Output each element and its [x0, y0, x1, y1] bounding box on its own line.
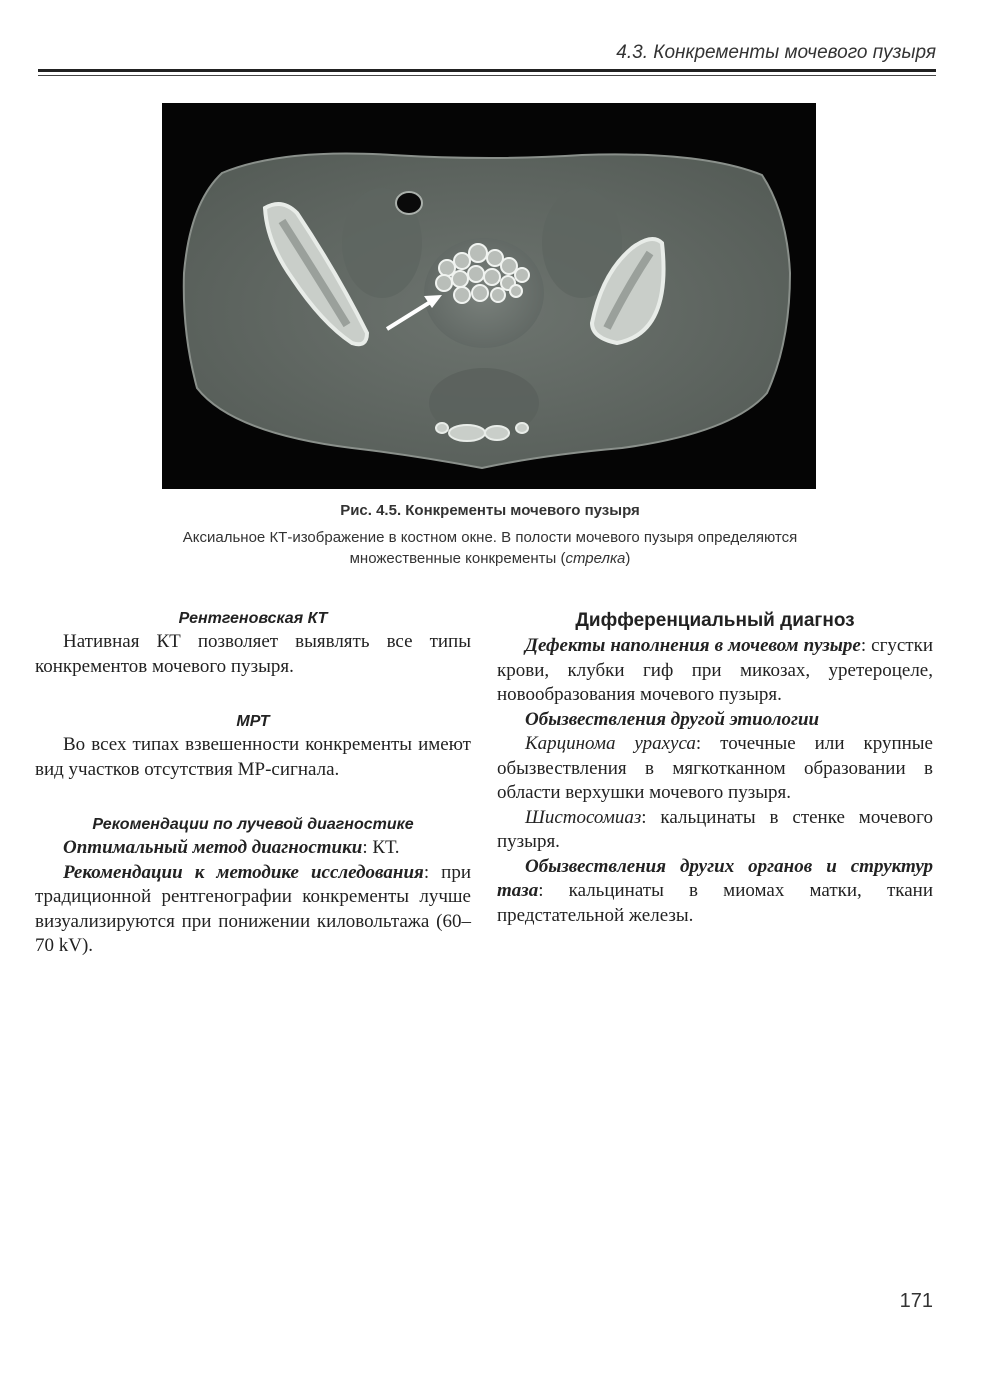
schistosomiasis-paragraph: Шистосомиаз: кальцинаты в стенке мочевого пузыря.: [497, 806, 933, 852]
xray-ct-paragraph: Нативная КТ позволяет выявлять все типы конкрементов мочевого пузыря.: [35, 631, 471, 677]
figure-caption-title: Рис. 4.5. Конкременты мочевого пузыря: [340, 502, 640, 519]
header-rule-thin: [38, 75, 936, 76]
method-recommendations-paragraph: Рекомендации к методике исследования: при традиционной рентгенографии конкременты лучше визуализируются при понижении киловольтажа (60–70 kV).: [35, 861, 471, 956]
caption-line-1: Аксиальное КТ-изображение в костном окне. В полости мочевого пузыря определяются: [182, 529, 798, 546]
section-heading-mri: МРТ: [236, 713, 270, 730]
figure-caption-text: [120, 527, 860, 569]
running-header: 4.3. Конкременты мочевого пузыря: [616, 42, 936, 63]
right-column: [497, 608, 933, 928]
page-number: 171: [899, 1290, 933, 1312]
section-heading-differential: Дифференциальный диагноз: [575, 610, 855, 631]
section-heading-recommendations: Рекомендации по лучевой диагностике: [92, 816, 414, 833]
left-column: [35, 608, 471, 959]
filling-defects-paragraph: Дефекты наполнения в мочевом пузыре: сгустки крови, клубки гиф при микозах, уретероцеле, новообразования мочевого пузыря.: [497, 635, 934, 705]
optimal-method-paragraph: Оптимальный метод диагностики: КТ.: [63, 837, 400, 858]
ct-scan-image: [162, 103, 816, 489]
caption-line-2: множественные конкременты (стрелка): [349, 550, 631, 567]
other-organs-paragraph: Обызвествления других органов и структур таза: кальцинаты в миомах матки, ткани предстательной железы.: [497, 855, 933, 926]
other-etiology-heading: Обызвествления другой этиологии: [525, 708, 820, 730]
urachus-carcinoma-paragraph: Карцинома урахуса: точечные или крупные обызвествления в мягкотканном образовании в области верхушки мочевого пузыря.: [497, 733, 933, 803]
section-heading-xray-ct: Рентгеновская КТ: [178, 610, 328, 627]
header-rule: [38, 69, 936, 72]
mri-paragraph: Во всех типах взвешенности конкременты имеют вид участков отсутствия МР-сигнала.: [35, 734, 471, 780]
